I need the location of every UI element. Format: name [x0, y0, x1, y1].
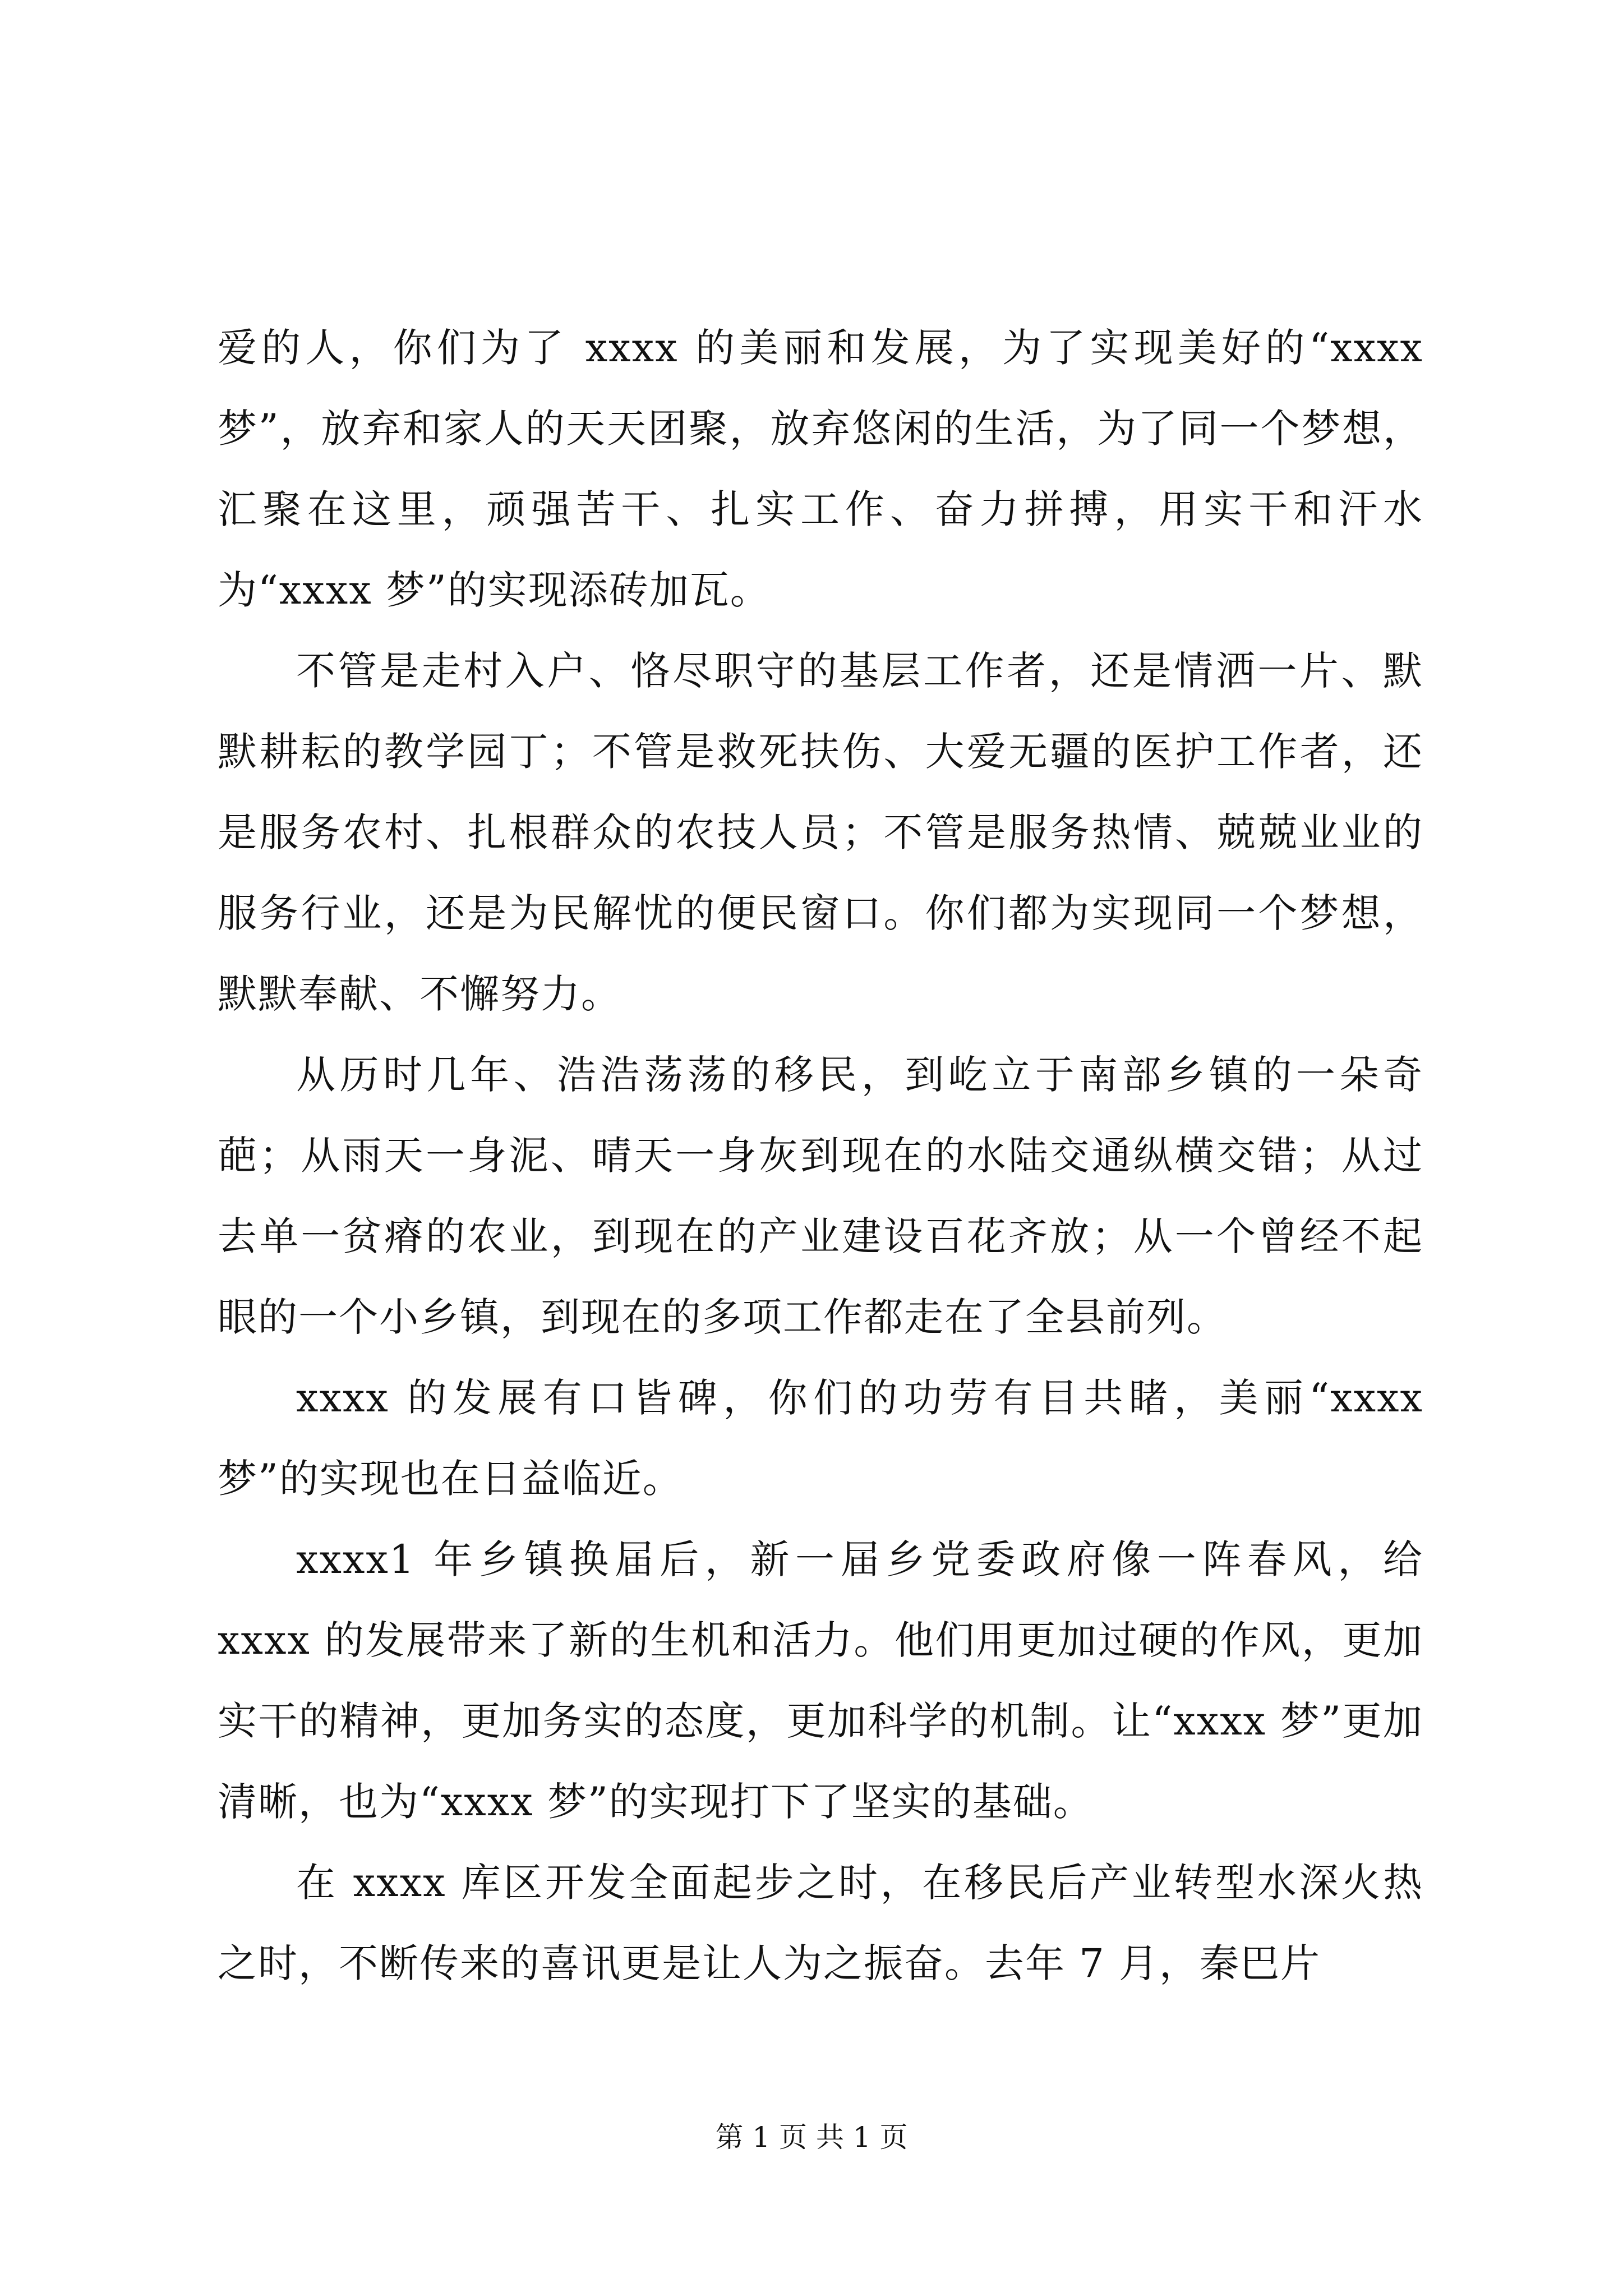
paragraph-1: 爱的人，你们为了 xxxx 的美丽和发展，为了实现美好的“xxxx 梦”，放弃和家人的天天团聚，放弃悠闲的生活，为了同一个梦想，汇聚在这里，顽强苦干、扎实工作、奋力拼搏，用实干和汗水为“xxxx 梦”的实现添砖加瓦。 — [218, 325, 1423, 613]
paragraph-4: xxxx 的发展有口皆碑，你们的功劳有目共睹，美丽“xxxx 梦”的实现也在日益临近。 — [218, 1375, 1423, 1502]
document-body — [218, 307, 1423, 2004]
paragraph-2: 不管是走村入户、恪尽职守的基层工作者，还是情洒一片、默默耕耘的教学园丁；不管是救死扶伤、大爱无疆的医护工作者，还是服务农村、扎根群众的农技人员；不管是服务热情、兢兢业业的服务行业，还是为民解忧的便民窗口。你们都为实现同一个梦想，默默奉献、不懈努力。 — [218, 648, 1423, 1017]
page-footer: 第 1 页 共 1 页 — [715, 2121, 908, 2154]
paragraph-6: 在 xxxx 库区开发全面起步之时，在移民后产业转型水深火热之时，不断传来的喜讯更是让人为之振奋。去年 7 月，秦巴片 — [218, 1860, 1423, 1986]
paragraph-5: xxxx1 年乡镇换届后，新一届乡党委政府像一阵春风，给 xxxx 的发展带来了新的生机和活力。他们用更加过硬的作风，更加实干的精神，更加务实的态度，更加科学的机制。让“xxxx 梦”更加清晰，也为“xxxx 梦”的实现打下了坚实的基础。 — [218, 1536, 1423, 1825]
paragraph-3: 从历时几年、浩浩荡荡的移民，到屹立于南部乡镇的一朵奇葩；从雨天一身泥、晴天一身灰到现在的水陆交通纵横交错；从过去单一贫瘠的农业，到现在的产业建设百花齐放；从一个曾经不起眼的一个小乡镇，到现在的多项工作都走在了全县前列。 — [218, 1052, 1423, 1340]
